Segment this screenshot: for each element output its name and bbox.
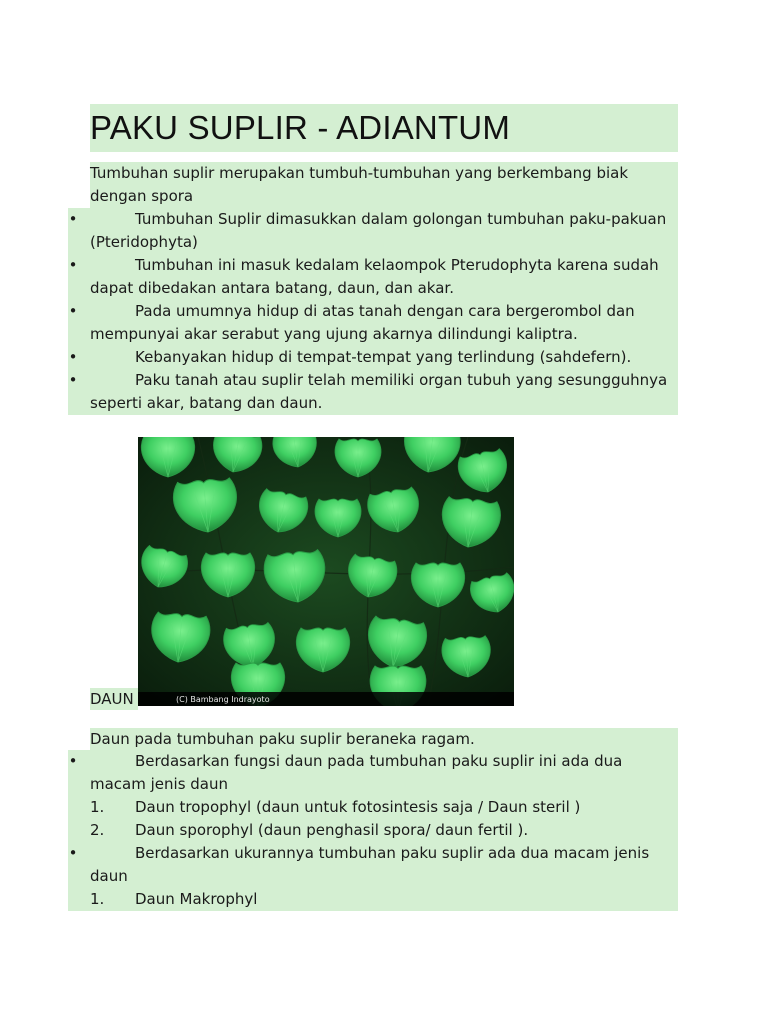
fern-photo (138, 437, 514, 706)
bullet-icon: • (68, 844, 78, 862)
bullet-icon: • (68, 348, 78, 366)
numbered-item-text: Daun tropophyl (daun untuk fotosintesis saja / Daun steril ) (135, 798, 581, 816)
bullet-icon: • (68, 210, 78, 228)
intro-paragraph: Tumbuhan suplir merupakan tumbuh-tumbuhan yang berkembang biak dengan spora (90, 162, 678, 208)
list-item-text: Paku tanah atau suplir telah memiliki organ tubuh yang sesungguhnya seperti akar, batang dan daun. (90, 371, 668, 412)
list-item (68, 300, 678, 346)
list-item (68, 254, 678, 300)
numbered-item (68, 796, 678, 819)
numbered-item (68, 819, 678, 842)
bullet-icon: • (68, 302, 78, 320)
fern-leaves-illustration (138, 437, 514, 706)
bullet-list (68, 208, 678, 415)
list-item-text: Kebanyakan hidup di tempat-tempat yang terlindung (sahdefern). (135, 348, 632, 366)
list-item-text: Tumbuhan Suplir dimasukkan dalam golongan tumbuhan paku-pakuan (Pteridophyta) (90, 210, 667, 251)
daun-intro: Daun pada tumbuhan paku suplir beraneka ragam. (90, 728, 678, 751)
page-title: PAKU SUPLIR - ADIANTUM (90, 104, 678, 152)
numbered-item-text: Daun Makrophyl (135, 890, 258, 908)
item-number: 1. (90, 798, 105, 816)
item-number: 1. (90, 890, 105, 908)
list-item (68, 369, 678, 415)
daun-list (68, 750, 678, 911)
numbered-item (68, 888, 678, 911)
bullet-icon: • (68, 256, 78, 274)
list-item-text: Berdasarkan ukurannya tumbuhan paku suplir ada dua macam jenis daun (90, 844, 650, 885)
list-item-text: Pada umumnya hidup di atas tanah dengan cara bergerombol dan mempunyai akar serabut yang ujung akarnya dilindungi kaliptra. (90, 302, 635, 343)
list-item (68, 346, 678, 369)
bullet-icon: • (68, 752, 78, 770)
list-item-text: Tumbuhan ini masuk kedalam kelaompok Pterudophyta karena sudah dapat dibedakan antara batang, daun, dan akar. (90, 256, 659, 297)
numbered-item-text: Daun sporophyl (daun penghasil spora/ daun fertil ). (135, 821, 529, 839)
section-heading-daun: DAUN (90, 688, 138, 710)
bullet-icon: • (68, 371, 78, 389)
list-item (68, 750, 678, 796)
item-number: 2. (90, 821, 105, 839)
list-item (68, 208, 678, 254)
photo-caption: (C) Bambang Indrayoto (176, 695, 270, 704)
list-item (68, 842, 678, 888)
list-item-text: Berdasarkan fungsi daun pada tumbuhan paku suplir ini ada dua macam jenis daun (90, 752, 623, 793)
